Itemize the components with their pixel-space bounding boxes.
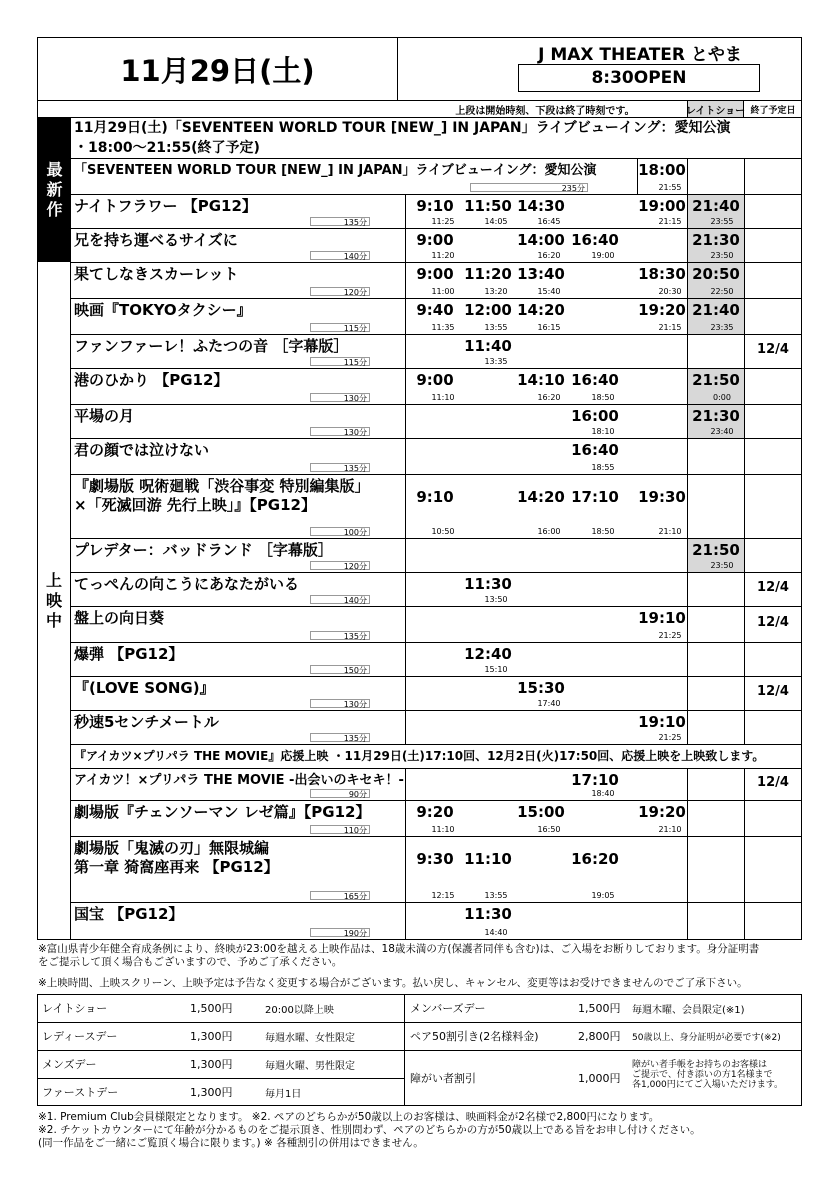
showtime-start: 16:40 [571, 371, 619, 389]
price-pair-value: 2,800円 [578, 1030, 621, 1043]
movie-length: 235分 [470, 183, 588, 192]
showtime-end: 11:25 [431, 217, 455, 226]
showtime-end: 17:40 [537, 699, 561, 708]
late-end: 23:50 [710, 561, 734, 570]
price-disabled-value: 1,000円 [578, 1072, 621, 1085]
end-date: 12/4 [757, 684, 789, 699]
price-members-desc: 毎週木曜、会員限定(※1) [632, 1004, 745, 1016]
showtime-start: 14:10 [517, 371, 565, 389]
late-end: 22:50 [710, 287, 734, 296]
showtime-start: 12:40 [464, 645, 512, 663]
price-disabled-desc: 障がい者手帳をお持ちのお客様は ご提示で、付き添いの方1名様まで 各1,000円にてご入場いただけます。 [632, 1060, 784, 1090]
showtime-end: 21:15 [658, 217, 682, 226]
showtime-end: 11:10 [431, 393, 455, 402]
showtime-start: 14:20 [517, 488, 565, 506]
showtime-start: 14:30 [517, 197, 565, 215]
late-end: 23:40 [710, 427, 734, 436]
showtime-start: 19:00 [638, 197, 686, 215]
late-show-cell [687, 801, 745, 836]
showtime-end: 14:40 [484, 928, 508, 937]
movie-title: 盤上の向日葵 [74, 609, 165, 627]
movie-length: 130分 [310, 393, 370, 402]
showtime-start: 11:50 [464, 197, 512, 215]
movie-title: 国宝 【PG12】 [74, 905, 184, 923]
movie-length: 115分 [310, 357, 370, 366]
showtime-start: 13:40 [517, 265, 565, 283]
showtime-end: 18:40 [591, 789, 615, 798]
movie-length: 115分 [310, 323, 370, 332]
movie-title-2: 第一章 猗窩座再来 【PG12】 [74, 858, 279, 876]
showtime-start: 11:30 [464, 905, 512, 923]
movie-length: 120分 [310, 561, 370, 570]
showtime-start: 16:40 [571, 441, 619, 459]
price-disabled-name: 障がい者割引 [410, 1072, 476, 1085]
movie-title: 果てしなきスカーレット [74, 265, 239, 283]
movie-length: 100分 [310, 527, 370, 536]
movie-length: 130分 [310, 427, 370, 436]
change-notice: ※上映時間、上映スクリーン、上映予定は予告なく変更する場合がございます。払い戻し、キャンセル、変更等はお受けできませんのでご了承下さい。 [38, 977, 748, 989]
end-date: 12/4 [757, 775, 789, 790]
showtime-start: 15:00 [517, 803, 565, 821]
showtime-start: 11:40 [464, 337, 512, 355]
showtime-end: 14:05 [484, 217, 508, 226]
open-time: 8:30OPEN [518, 64, 760, 92]
price-members-name: メンバーズデー [410, 1002, 486, 1015]
late-show-cell [687, 573, 745, 606]
movie-title: てっぺんの向こうにあなたがいる [74, 575, 300, 593]
price-first-value: 1,300円 [190, 1086, 233, 1099]
late-start: 21:50 [692, 371, 740, 389]
showtime-start: 11:20 [464, 265, 512, 283]
movie-length: 190分 [310, 928, 370, 937]
showtime-end: 19:00 [591, 251, 615, 260]
late-show-cell [687, 769, 745, 800]
showtime-start: 9:00 [416, 371, 454, 389]
section-showing: 上 映 中 [38, 262, 71, 939]
late-start: 21:30 [692, 231, 740, 249]
showtime-end: 16:20 [537, 251, 561, 260]
movie-title: 『(LOVE SONG)』 [74, 679, 215, 697]
showtime-end: 16:50 [537, 825, 561, 834]
late-show-cell [687, 159, 745, 194]
showtime-end: 13:55 [484, 891, 508, 900]
movie-title: ナイトフラワー 【PG12】 [74, 197, 257, 215]
movie-length: 140分 [310, 595, 370, 604]
late-end: 23:55 [710, 217, 734, 226]
late-start: 20:50 [692, 265, 740, 283]
showtime-end: 18:10 [591, 427, 615, 436]
showtime-end: 21:10 [658, 527, 682, 536]
showtime-start: 18:30 [638, 265, 686, 283]
time-note: 上段は開始時刻、下段は終了時刻です。 [455, 105, 635, 117]
showtime-end: 16:15 [537, 323, 561, 332]
theater-name: J MAX THEATER とやま [538, 45, 742, 65]
showtime-end: 13:35 [484, 357, 508, 366]
showtime-start: 16:00 [571, 407, 619, 425]
showtime-end: 10:50 [431, 527, 455, 536]
end-date: 12/4 [757, 342, 789, 357]
showtime-end: 20:30 [658, 287, 682, 296]
showtime-end: 15:10 [484, 665, 508, 674]
late-show-cell [687, 903, 745, 939]
movie-length: 165分 [310, 891, 370, 900]
showtime-end: 13:55 [484, 323, 508, 332]
showtime-start: 19:20 [638, 803, 686, 821]
movie-title: 映画『TOKYOタクシー』 [74, 301, 252, 319]
showtime-end: 11:35 [431, 323, 455, 332]
price-mens-value: 1,300円 [190, 1058, 233, 1071]
showtime-start: 17:10 [571, 771, 619, 789]
late-show-cell [687, 335, 745, 368]
event-line-1: 11月29日(土)「SEVENTEEN WORLD TOUR [NEW_] IN JAPAN」ライブビューイング：愛知公演 [74, 120, 731, 136]
showtime-start: 11:30 [464, 575, 512, 593]
showtime-start: 11:10 [464, 850, 512, 868]
movie-length: 135分 [310, 463, 370, 472]
showtime-end: 16:00 [537, 527, 561, 536]
late-show-cell [687, 439, 745, 474]
movie-length: 110分 [310, 825, 370, 834]
showtime-end: 15:40 [537, 287, 561, 296]
movie-title: プレデター：バッドランド ［字幕版］ [74, 541, 333, 559]
end-date-header: 終了予定日 [750, 105, 796, 116]
movie-title: 平場の月 [74, 407, 135, 425]
price-late-name: レイトショー [42, 1002, 108, 1015]
late-show-cell [687, 837, 745, 902]
showtime-start: 9:10 [416, 197, 454, 215]
movie-title: 『劇場版 呪術廻戦「渋谷事変 特別編集版」 [74, 477, 370, 495]
price-members-value: 1,500円 [578, 1002, 621, 1015]
showtime-end: 11:00 [431, 287, 455, 296]
showtime-end: 12:15 [431, 891, 455, 900]
showtime-end: 21:10 [658, 825, 682, 834]
price-first-name: ファーストデー [42, 1086, 119, 1099]
price-mens-desc: 毎週火曜、男性限定 [265, 1060, 355, 1072]
showtime-start: 16:20 [571, 850, 619, 868]
showtime-start: 14:20 [517, 301, 565, 319]
showtime-end: 21:25 [658, 631, 682, 640]
late-start: 21:40 [692, 301, 740, 319]
late-show-cell [687, 677, 745, 710]
late-start: 21:50 [692, 541, 740, 559]
age-notice: ※富山県青少年健全育成条例により、終映が23:00を越える上映作品は、18歳未満の方(保護者同伴も含む)は、ご入場をお断りしております。身分証明書 をご提示して頂く場合もございますので、予めご了承ください。 [38, 943, 760, 968]
showtime-start: 19:10 [638, 713, 686, 731]
showtime-start: 19:10 [638, 609, 686, 627]
showtime-end: 19:05 [591, 891, 615, 900]
price-ladies-value: 1,300円 [190, 1030, 233, 1043]
event-line-2: ・18:00～21:55(終了予定) [74, 140, 260, 156]
showtime-end: 21:55 [658, 183, 682, 192]
end-date: 12/4 [757, 580, 789, 595]
movie-title: 秒速5センチメートル [74, 713, 219, 731]
showtime-start: 9:40 [416, 301, 454, 319]
section-new: 最 新 作 [38, 117, 71, 262]
movie-title: 劇場版「鬼滅の刃」無限城編 [74, 839, 270, 857]
late-end: 0:00 [713, 393, 731, 402]
late-show-cell [687, 643, 745, 676]
price-mens-name: メンズデー [42, 1058, 97, 1071]
price-ladies-name: レディースデー [42, 1030, 118, 1043]
showtime-start: 17:10 [571, 488, 619, 506]
movie-length: 150分 [310, 665, 370, 674]
showtime-start: 9:10 [416, 488, 454, 506]
movie-title: アイカツ！×プリパラ THE MOVIE -出会いのキセキ！- [74, 773, 404, 788]
movie-length: 120分 [310, 287, 370, 296]
end-date: 12/4 [757, 615, 789, 630]
movie-title: 劇場版『チェンソーマン レゼ篇』【PG12】 [74, 803, 371, 821]
showtime-start: 15:30 [517, 679, 565, 697]
showtime-end: 21:25 [658, 733, 682, 742]
showtime-end: 11:10 [431, 825, 455, 834]
late-start: 21:30 [692, 407, 740, 425]
showtime-end: 21:15 [658, 323, 682, 332]
movie-title: 爆弾 【PG12】 [74, 645, 184, 663]
movie-title: 「SEVENTEEN WORLD TOUR [NEW_] IN JAPAN」ライブビューイング：愛知公演 [74, 163, 597, 178]
showtime-start: 14:00 [517, 231, 565, 249]
movie-length: 135分 [310, 631, 370, 640]
showtime-start: 12:00 [464, 301, 512, 319]
late-end: 23:35 [710, 323, 734, 332]
showtime-start: 9:00 [416, 265, 454, 283]
price-pair-desc: 50歳以上、身分証明が必要です(※2) [632, 1032, 781, 1043]
movie-title: 君の顔では泣けない [74, 441, 210, 459]
movie-title: ファンファーレ！ふたつの音 ［字幕版］ [74, 337, 349, 355]
movie-length: 135分 [310, 217, 370, 226]
movie-length: 130分 [310, 699, 370, 708]
showtime-start: 18:00 [638, 161, 686, 179]
movie-title: 兄を持ち運べるサイズに [74, 231, 238, 249]
late-show-cell [687, 711, 745, 744]
showtime-start: 19:20 [638, 301, 686, 319]
movie-length: 140分 [310, 251, 370, 260]
showtime-end: 16:45 [537, 217, 561, 226]
showtime-end: 13:20 [484, 287, 508, 296]
showtime-start: 9:30 [416, 850, 454, 868]
price-late-value: 1,500円 [190, 1002, 233, 1015]
late-start: 21:40 [692, 197, 740, 215]
showtime-start: 9:20 [416, 803, 454, 821]
showtime-start: 19:30 [638, 488, 686, 506]
price-late-desc: 20:00以降上映 [265, 1004, 334, 1016]
movie-title: 港のひかり 【PG12】 [74, 371, 229, 389]
footnotes: ※1. Premium Club会員様限定となります。 ※2. ペアのどちらかが50歳以上のお客様は、映画料金が2名様で2,800円になります。 ※2. チケットカウンターにて年齢が分かるものをご提示頂き、性別問わず、ペアのどちらかの方が50歳以上である旨をお申し付けください。 (同一作品をご一緒にご覧頂く場合に限ります。) ※ 各種割引の併用はできません。 [38, 1111, 701, 1149]
late-show-cell [687, 607, 745, 642]
showtime-end: 13:50 [484, 595, 508, 604]
showtime-end: 11:20 [431, 251, 455, 260]
special-notice: 『アイカツ×プリパラ THE MOVIE』応援上映 ・11月29日(土)17:10回、12月2日(火)17:50回、応援上映を上映致します。 [74, 749, 765, 763]
price-pair-name: ペア50割引き(2名様料金) [410, 1030, 539, 1043]
movie-title-2: ×「死滅回游 先行上映」』【PG12】 [74, 496, 316, 514]
movie-length: 90分 [310, 789, 370, 798]
showtime-start: 16:40 [571, 231, 619, 249]
price-first-desc: 毎月1日 [265, 1088, 302, 1100]
price-ladies-desc: 毎週水曜、女性限定 [265, 1032, 355, 1044]
late-show-cell [687, 475, 745, 538]
late-show-header: レイトショー [687, 101, 744, 117]
showtime-end: 18:50 [591, 393, 615, 402]
late-end: 23:50 [710, 251, 734, 260]
showtime-start: 9:00 [416, 231, 454, 249]
movie-length: 135分 [310, 733, 370, 742]
schedule-date: 11月29日(土) [120, 53, 315, 88]
showtime-end: 18:50 [591, 527, 615, 536]
showtime-end: 16:20 [537, 393, 561, 402]
showtime-end: 18:55 [591, 463, 615, 472]
